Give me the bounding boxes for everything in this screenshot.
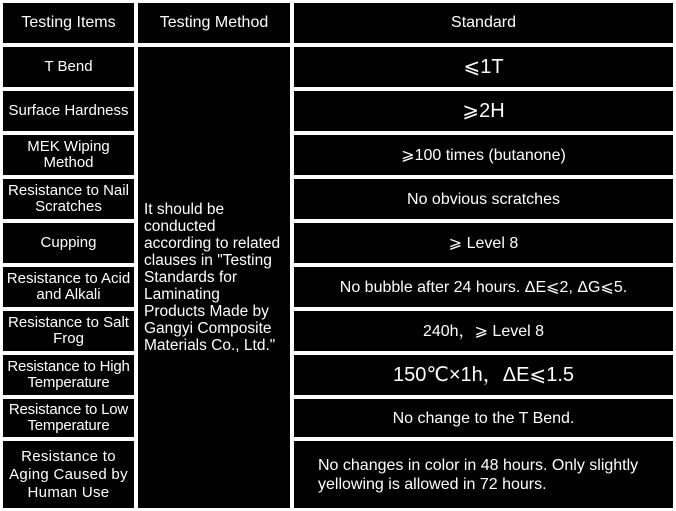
item-surface-hardness: Surface Hardness: [3, 91, 134, 131]
standard-cupping: ⩾ Level 8: [294, 223, 673, 263]
item-t-bend: T Bend: [3, 47, 134, 87]
header-standard: Standard: [294, 3, 673, 43]
item-high-temperature: Resistance to High Temperature: [3, 355, 134, 395]
item-acid-alkali: Resistance to Acid and Alkali: [3, 267, 134, 307]
standard-acid-alkali: No bubble after 24 hours. ΔE⩽2, ΔG⩽5.: [294, 267, 673, 307]
item-aging-human-use: Resistance to Aging Caused by Human Use: [3, 441, 134, 508]
header-testing-method: Testing Method: [138, 3, 290, 43]
standard-nail-scratches: No obvious scratches: [294, 179, 673, 219]
standard-low-temperature: No change to the T Bend.: [294, 399, 673, 437]
standard-salt-frog: 240h，⩾ Level 8: [294, 311, 673, 351]
item-mek-wiping: MEK Wiping Method: [3, 135, 134, 175]
item-low-temperature: Resistance to Low Temperature: [3, 399, 134, 437]
item-salt-frog: Resistance to Salt Frog: [3, 311, 134, 351]
item-nail-scratches: Resistance to Nail Scratches: [3, 179, 134, 219]
standard-mek-wiping: ⩾100 times (butanone): [294, 135, 673, 175]
standard-surface-hardness: ⩾2H: [294, 91, 673, 131]
testing-method-text: It should be conducted according to related clauses in "Testing Standards for Laminating Products Made by Gangyi Composite Materials Co., Ltd.": [138, 47, 290, 508]
standard-aging-human-use: No changes in color in 48 hours. Only slightly yellowing is allowed in 72 hours.: [294, 441, 673, 508]
item-cupping: Cupping: [3, 223, 134, 263]
standard-high-temperature: 150℃×1h，ΔE⩽1.5: [294, 355, 673, 395]
header-testing-items: Testing Items: [3, 3, 134, 43]
standard-t-bend: ⩽1T: [294, 47, 673, 87]
